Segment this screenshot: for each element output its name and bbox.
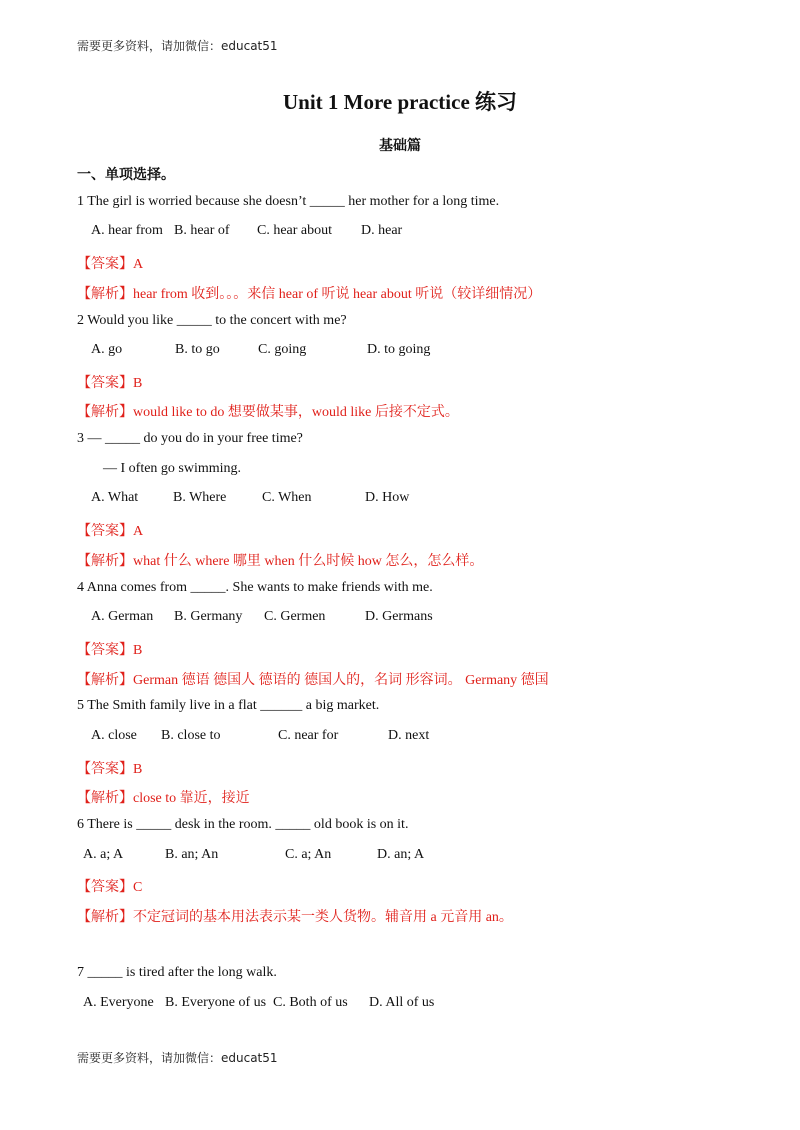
question-3-option-d: D. How xyxy=(365,490,410,505)
question-6-option-b: B. an; An xyxy=(165,847,219,862)
question-4-option-d: D. Germans xyxy=(365,609,433,624)
question-6-stem: 6 There is _____ desk in the room. _____ old book is on it. xyxy=(77,817,409,832)
question-7-option-c: C. Both of us xyxy=(273,995,348,1010)
question-4-stem: 4 Anna comes from _____. She wants to make friends with me. xyxy=(77,580,433,595)
question-7-option-a: A. Everyone xyxy=(83,995,154,1010)
question-3-stem-reply: — I often go swimming. xyxy=(103,461,242,476)
question-1-option-d: D. hear xyxy=(361,223,403,238)
question-2-option-c: C. going xyxy=(258,342,307,357)
question-5-analysis: 【解析】close to 靠近，接近 xyxy=(77,791,250,806)
question-5-option-b: B. close to xyxy=(161,728,221,743)
question-6-option-d: D. an; A xyxy=(377,847,425,862)
question-2-option-b: B. to go xyxy=(175,342,220,357)
page-title: Unit 1 More practice 练习 xyxy=(282,90,518,114)
question-1-answer: 【答案】A xyxy=(77,257,144,272)
question-3-option-c: C. When xyxy=(262,490,312,505)
question-2-answer: 【答案】B xyxy=(77,376,143,391)
question-2-option-a: A. go xyxy=(91,342,123,357)
question-7-stem: 7 _____ is tired after the long walk. xyxy=(77,965,277,980)
question-1-stem: 1 The girl is worried because she doesn’t _____ her mother for a long time. xyxy=(77,194,500,209)
question-3-option-a: A. What xyxy=(91,490,139,505)
question-4-option-c: C. Germen xyxy=(264,609,326,624)
question-4-answer: 【答案】B xyxy=(77,643,143,658)
page-header-note: 需要更多资料，请加微信：educat51 xyxy=(77,39,278,53)
question-1-option-b: B. hear of xyxy=(174,223,230,238)
section-heading: 一、单项选择。 xyxy=(77,167,175,183)
question-6-option-a: A. a; A xyxy=(83,847,124,862)
question-2-stem: 2 Would you like _____ to the concert with me? xyxy=(77,313,347,328)
question-6-analysis: 【解析】不定冠词的基本用法表示某一类人货物。辅音用 a 元音用 an。 xyxy=(77,910,513,925)
question-3-analysis: 【解析】what 什么 where 哪里 when 什么时候 how 怎么，怎么样。 xyxy=(77,554,484,569)
question-5-option-d: D. next xyxy=(388,728,430,743)
question-3-stem: 3 — _____ do you do in your free time? xyxy=(77,431,303,446)
question-4-option-a: A. German xyxy=(91,609,154,624)
question-5-option-a: A. close xyxy=(91,728,137,743)
question-2-option-d: D. to going xyxy=(367,342,431,357)
question-1-option-a: A. hear from xyxy=(91,223,163,238)
question-7-option-d: D. All of us xyxy=(369,995,435,1010)
page-subtitle: 基础篇 xyxy=(379,138,421,154)
question-5-answer: 【答案】B xyxy=(77,762,143,777)
question-5-option-c: C. near for xyxy=(278,728,339,743)
question-1-analysis: 【解析】hear from 收到。。。来信 hear of 听说 hear about 听说（较详细情况） xyxy=(77,287,542,302)
question-7-option-b: B. Everyone of us xyxy=(165,995,267,1010)
question-3-answer: 【答案】A xyxy=(77,524,144,539)
question-6-answer: 【答案】C xyxy=(77,880,143,895)
page-footer-note: 需要更多资料，请加微信：educat51 xyxy=(77,1051,278,1065)
question-1-option-c: C. hear about xyxy=(257,223,333,238)
question-3-option-b: B. Where xyxy=(173,490,227,505)
question-4-option-b: B. Germany xyxy=(174,609,243,624)
question-2-analysis: 【解析】would like to do 想要做某事，would like 后接不定式。 xyxy=(77,405,459,420)
question-4-analysis: 【解析】German 德语 德国人 德语的 德国人的，名词 形容词。 Germany 德国 xyxy=(77,673,549,688)
question-5-stem: 5 The Smith family live in a flat ______ a big market. xyxy=(77,698,380,713)
question-6-option-c: C. a; An xyxy=(285,847,332,862)
